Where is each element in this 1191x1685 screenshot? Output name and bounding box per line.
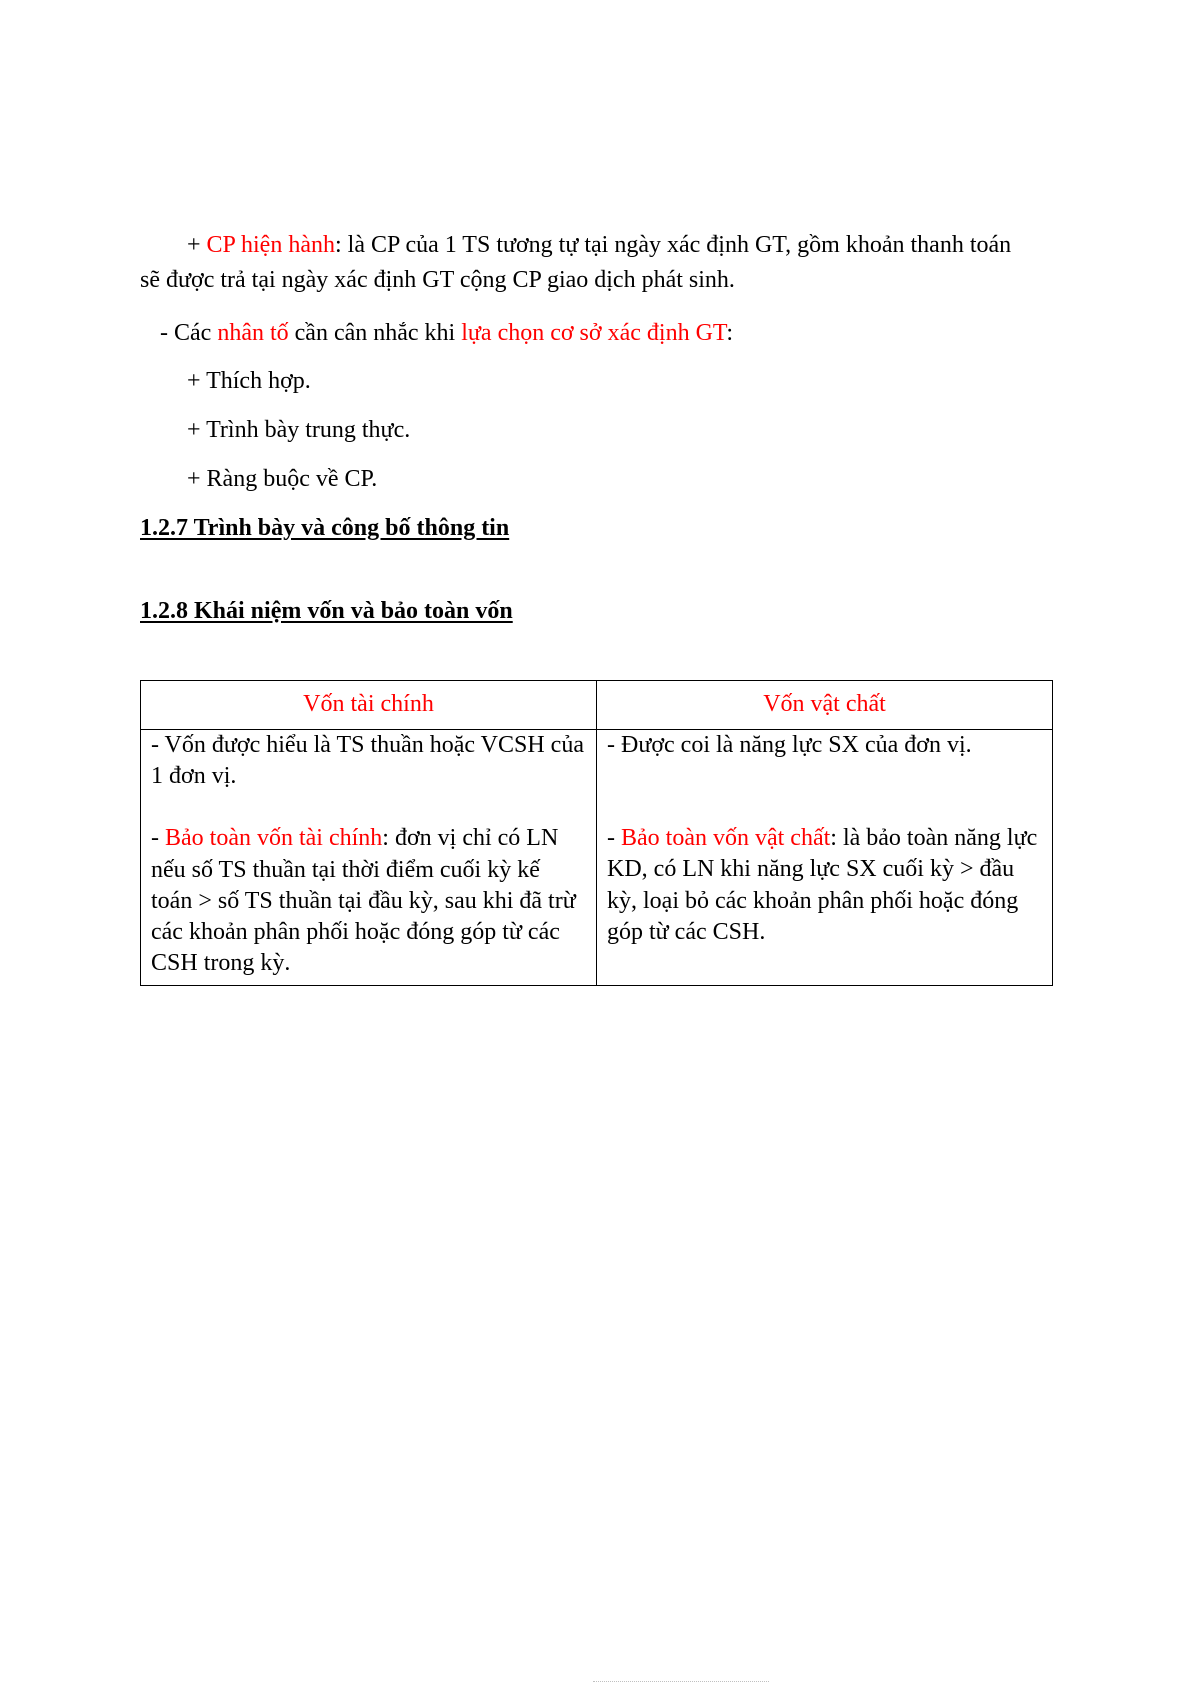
section-heading-1-2-7: 1.2.7 Trình bày và công bố thông tin xyxy=(140,515,510,541)
physical-capital-preservation xyxy=(607,823,1042,948)
current-cost-definition: : là CP của 1 TS tương tự tại ngày xác định GT, gồm khoản thanh toán sẽ được trả tại ngày xác định GT cộng CP giao dịch phát sinh. xyxy=(140,232,1012,293)
financial-preservation-text: : đơn vị chỉ có LN nếu số TS thuần tại thời điểm cuối kỳ kế toán > số TS thuần tại đầu kỳ, sau khi đã trừ các khoản phân phối hoặc đóng góp từ các CSH trong kỳ. xyxy=(151,825,576,977)
physical-preservation-term: Bảo toàn vốn vật chất xyxy=(621,825,831,852)
factors-prefix: - Các xyxy=(160,320,218,346)
factors-middle: cần cân nhắc khi xyxy=(288,320,462,346)
current-cost-bullet: + xyxy=(187,232,207,258)
physical-capital-header: Vốn vật chất xyxy=(597,681,1053,730)
spacer xyxy=(151,792,586,823)
spacer xyxy=(607,761,1042,823)
financial-capital-preservation xyxy=(151,823,586,979)
physical-capital-cell xyxy=(597,730,1053,986)
financial-capital-header: Vốn tài chính xyxy=(141,681,597,730)
financial-preservation-term: Bảo toàn vốn tài chính xyxy=(165,825,383,852)
factor-item: + Thích hợp. xyxy=(187,368,311,394)
table-row xyxy=(141,730,1053,986)
financial-capital-cell xyxy=(141,730,597,986)
section-heading-1-2-8: 1.2.8 Khái niệm vốn và bảo toàn vốn xyxy=(140,598,513,624)
factors-selection-term: lựa chọn cơ sở xác định GT xyxy=(461,320,727,346)
current-cost-paragraph xyxy=(140,228,1020,298)
financial-preservation-prefix: - xyxy=(151,825,165,852)
factor-item: + Ràng buộc về CP. xyxy=(187,466,378,492)
physical-capital-definition: - Được coi là năng lực SX của đơn vị. xyxy=(607,732,972,758)
factors-suffix: : xyxy=(726,320,734,346)
physical-preservation-prefix: - xyxy=(607,825,621,852)
financial-capital-definition: - Vốn được hiểu là TS thuần hoặc VCSH của 1 đơn vị. xyxy=(151,732,584,790)
physical-preservation-text: : là bảo toàn năng lực KD, có LN khi năng lực SX cuối kỳ > đầu kỳ, loại bỏ các khoản phân phối hoặc đóng góp từ các CSH. xyxy=(607,825,1038,945)
footer-divider xyxy=(593,1681,769,1683)
current-cost-term: CP hiện hành xyxy=(206,232,335,258)
capital-comparison-table xyxy=(140,680,1053,986)
factor-item: + Trình bày trung thực. xyxy=(187,417,411,443)
factors-term: nhân tố xyxy=(217,320,289,346)
table-header-row xyxy=(141,681,1053,730)
factors-intro xyxy=(160,316,733,351)
